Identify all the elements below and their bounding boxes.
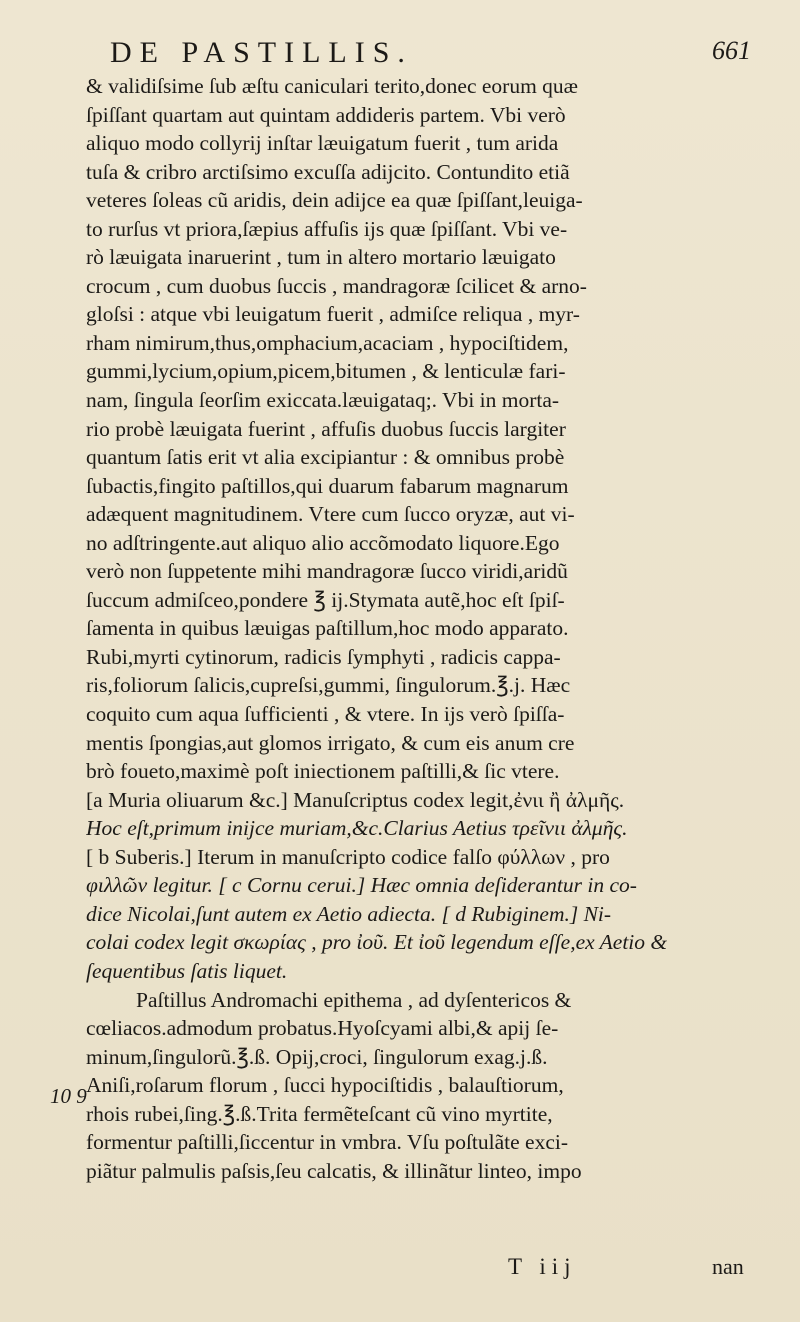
text-line: aliquo modo collyrij inſtar læuigatum fuerit , tum arida — [86, 131, 559, 156]
text-line: gummi,lycium,opium,picem,bitumen , & lenticulæ fari- — [86, 359, 566, 384]
text-line: gloſsi : atque vbi leuigatum fuerit , admiſce reliqua , myr- — [86, 302, 580, 327]
text-line: brò foueto,maximè poſt iniectionem paſtilli,& ſic vtere. — [86, 759, 560, 784]
text-line: ſpiſſant quartam aut quintam addideris partem. Vbi verò — [86, 102, 566, 127]
text-line: rhois rubei,ſing.℥.ß.Trita fermẽteſcant cũ vino myrtite, — [86, 1101, 553, 1126]
page-number: 661 — [712, 36, 751, 65]
text-line: Paſtillus Andromachi epithema , ad dyſentericos & — [136, 987, 572, 1012]
text-line: ſubactis,fingito paſtillos,qui duarum fabarum magnarum — [86, 473, 569, 498]
text-line: ris,foliorum ſalicis,cupreſsi,gummi, ſingulorum.℥.j. Hæc — [86, 673, 571, 698]
paragraph-number: 10 9 — [50, 1084, 87, 1108]
text-line: rò læuigata inaruerint , tum in altero mortario læuigato — [86, 245, 556, 270]
text-line: dice Nicolai,ſunt autem ex Aetio adiecta. [ d Rubiginem.] Ni- — [86, 901, 612, 926]
text-line: ſuccum admiſceo,pondere ℥ ij.Stymata autẽ,hoc eſt ſpiſ- — [86, 587, 565, 612]
running-title: DE PASTILLIS. — [110, 36, 413, 69]
catchword: nan — [712, 1254, 744, 1279]
text-line: veteres ſoleas cũ aridis, dein adijce ea quæ ſpiſſant,leuiga- — [86, 188, 583, 213]
text-line: formentur paſtilli,ſiccentur in vmbra. Vſu poſtulãte exci- — [86, 1130, 569, 1155]
text-line: tuſa & cribro arctiſsimo excuſſa adijcito. Contundito etiã — [86, 159, 570, 184]
text-line: rham nimirum,thus,omphacium,acaciam , hypociſtidem, — [86, 330, 569, 355]
text-line: ſequentibus ſatis liquet. — [86, 958, 288, 983]
text-line: Rubi,myrti cytinorum, radicis ſymphyti , radicis cappa- — [86, 644, 561, 669]
text-line: coquito cum aqua ſufficienti , & vtere. In ijs verò ſpiſſa- — [86, 702, 565, 727]
text-line: [a Muria oliuarum &c.] Manuſcriptus codex legit,ἐνιι ἢ ἀλμῆς. — [86, 787, 625, 812]
page-footer — [0, 1254, 800, 1284]
text-line: ſamenta in quibus læuigas paſtillum,hoc modo apparato. — [86, 616, 569, 641]
text-line: φιλλῶν legitur. [ c Cornu cerui.] Hæc omnia deſiderantur in co- — [86, 873, 637, 898]
text-line: [ b Suberis.] Iterum in manuſcripto codice falſo φύλλων , pro — [86, 844, 610, 869]
text-line: crocum , cum duobus ſuccis , mandragoræ ſcilicet & arno- — [86, 273, 587, 298]
text-line: & validiſsime ſub æſtu caniculari terito,donec eorum quæ — [86, 74, 579, 98]
text-line: adæquent magnitudinem. Vtere cum ſucco oryzæ, aut vi- — [86, 502, 575, 527]
signature-mark: T iij — [508, 1254, 577, 1279]
text-line: Hoc eſt,primum inijce muriam,&c.Clarius Aetius τρεῖνιι ἀλμῆς. — [86, 816, 628, 841]
text-line: verò non ſuppetente mihi mandragoræ ſucco viridi,aridũ — [86, 559, 568, 584]
text-line: Aniſi,roſarum florum , ſucci hypociſtidis , balauſtiorum, — [86, 1073, 564, 1098]
text-line: rio probè læuigata fuerint , affuſis duobus ſuccis largiter — [86, 416, 566, 441]
text-line: nam, ſingula ſeorſim exiccata.læuigataq;. Vbi in morta- — [86, 388, 560, 413]
text-line: colai codex legit σκωρίας , pro ἰοῦ. Et ἰοῦ legendum eſſe,ex Aetio & — [86, 930, 668, 955]
text-line: no adſtringente.aut aliquo alio accõmodato liquore.Ego — [86, 530, 560, 555]
text-line: to rurſus vt priora,ſæpius affuſis ijs quæ ſpiſſant. Vbi ve- — [86, 216, 568, 241]
text-line: quantum ſatis erit vt alia excipiantur : & omnibus probè — [86, 445, 565, 470]
text-line: mentis ſpongias,aut glomos irrigato, & cum eis anum cre — [86, 730, 575, 755]
text-line: piãtur palmulis paſsis,ſeu calcatis, & illinãtur linteo, impo — [86, 1158, 582, 1183]
body-text — [86, 72, 768, 1185]
page-header — [0, 14, 800, 69]
text-line: minum,ſingulorũ.℥.ß. Opij,croci, ſingulorum exag.j.ß. — [86, 1044, 548, 1069]
text-line: cœliacos.admodum probatus.Hyoſcyami albi,& apij ſe- — [86, 1016, 559, 1041]
